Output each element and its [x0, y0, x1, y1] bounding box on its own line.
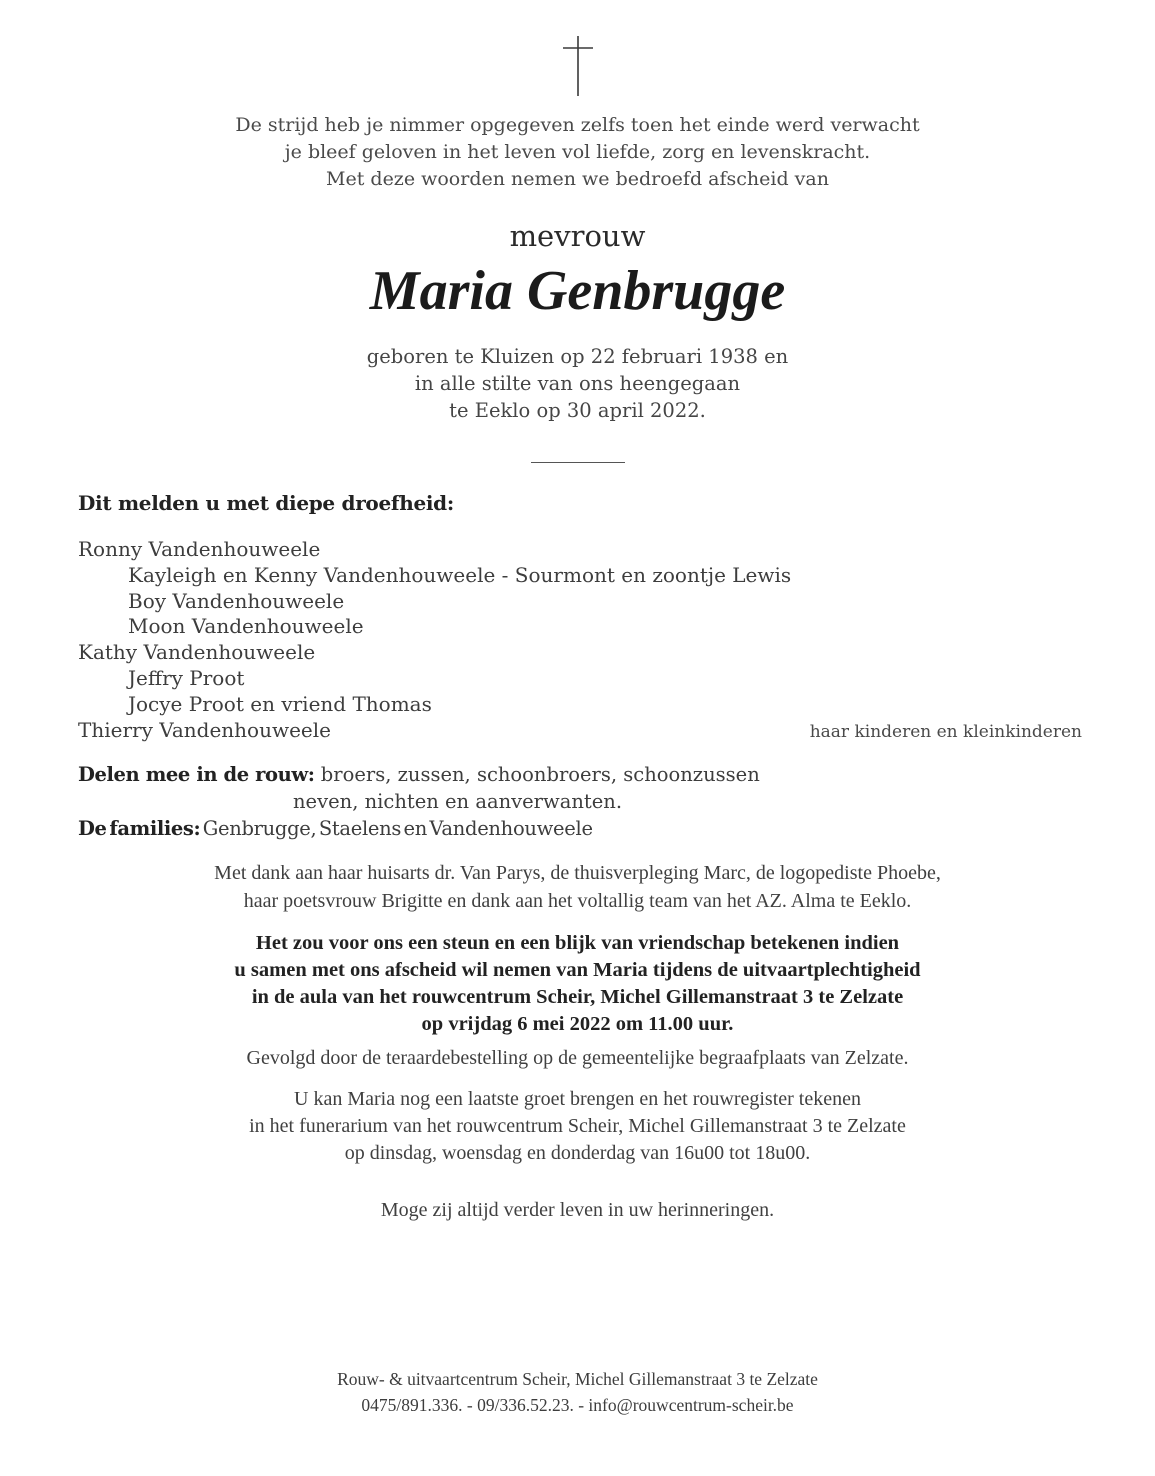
visitation-line: U kan Maria nog een laatste groet brengen en het rouwregister tekenen — [294, 1088, 861, 1111]
visitation-paragraph — [0, 1086, 1155, 1167]
relation-note: haar kinderen en kleinkinderen — [809, 721, 1082, 742]
burial-line: Gevolgd door de teraardebestelling op de gemeentelijke begraafplaats van Zelzate. — [246, 1047, 909, 1070]
ceremony-line: op vrijdag 6 mei 2022 om 11.00 uur. — [421, 1013, 734, 1036]
epigraph-line: je bleef geloven in het leven vol liefde, zorg en levenskracht. — [284, 141, 871, 163]
family-member: Jocye Proot en vriend Thomas — [128, 691, 432, 716]
thanks-line: haar poetsvrouw Brigitte en dank aan het voltallig team van het AZ. Alma te Eeklo. — [243, 889, 912, 912]
birth-line: geboren te Kluizen op 22 februari 1938 en — [366, 345, 789, 368]
footer-contact-line: 0475/891.336. - 09/336.52.23. - info@rouwcentrum-scheir.be — [361, 1395, 794, 1415]
thanks-line: Met dank aan haar huisarts dr. Van Parys, de thuisverpleging Marc, de logopediste Phoebe, — [214, 862, 941, 885]
family-member: Thierry Vandenhouweele — [78, 717, 331, 742]
families-line — [78, 815, 1155, 842]
mourning-line: neven, nichten en aanverwanten. — [293, 790, 623, 814]
mourning-section — [0, 761, 1155, 842]
epigraph — [0, 112, 1155, 193]
announcement-heading: Dit melden u met diepe droefheid: — [78, 491, 454, 515]
divider — [531, 462, 625, 463]
epigraph-line: Met deze woorden nemen we bedroefd afscheid van — [326, 168, 829, 190]
ceremony-line: u samen met ons afscheid wil nemen van Maria tijdens de uitvaartplechtigheid — [234, 959, 921, 982]
thanks-paragraph — [0, 860, 1155, 915]
footer-address-line: Rouw- & uitvaartcentrum Scheir, Michel Gillemanstraat 3 te Zelzate — [337, 1369, 818, 1389]
family-member: Moon Vandenhouweele — [128, 614, 364, 639]
visitation-line: op dinsdag, woensdag en donderdag van 16u00 tot 18u00. — [344, 1142, 811, 1165]
family-member: Jeffry Proot — [128, 665, 245, 690]
death-place-line: te Eeklo op 30 april 2022. — [449, 399, 706, 422]
mourning-label: Delen mee in de rouw: — [78, 763, 315, 787]
closing-line: Moge zij altijd verder leven in uw herinneringen. — [380, 1199, 775, 1222]
family-list — [0, 537, 1155, 745]
mourning-line — [78, 761, 1155, 788]
honorific: mevrouw — [509, 219, 646, 253]
funeral-home-footer — [0, 1366, 1155, 1418]
life-dates — [0, 343, 1155, 424]
family-member: Kathy Vandenhouweele — [78, 640, 316, 665]
epigraph-line: De strijd heb je nimmer opgegeven zelfs toen het einde werd verwacht — [235, 114, 920, 136]
deceased-name: Maria Genbrugge — [369, 260, 786, 322]
family-member: Boy Vandenhouweele — [128, 588, 345, 613]
ceremony-line: Het zou voor ons een steun en een blijk van vriendschap betekenen indien — [255, 932, 900, 955]
families-label: De families: — [78, 817, 201, 841]
ceremony-line: in de aula van het rouwcentrum Scheir, Michel Gillemanstraat 3 te Zelzate — [251, 986, 904, 1009]
families-text: Genbrugge, Staelens en Vandenhouweele — [202, 817, 593, 841]
ceremony-paragraph — [0, 930, 1155, 1038]
family-member: Ronny Vandenhouweele — [78, 537, 321, 561]
death-line: in alle stilte van ons heengegaan — [414, 372, 741, 395]
visitation-line: in het funerarium van het rouwcentrum Scheir, Michel Gillemanstraat 3 te Zelzate — [249, 1115, 906, 1138]
mourning-text: broers, zussen, schoonbroers, schoonzussen — [320, 763, 760, 787]
cross-icon — [0, 0, 1155, 100]
family-member: Kayleigh en Kenny Vandenhouweele - Sourmont en zoontje Lewis — [128, 562, 792, 587]
